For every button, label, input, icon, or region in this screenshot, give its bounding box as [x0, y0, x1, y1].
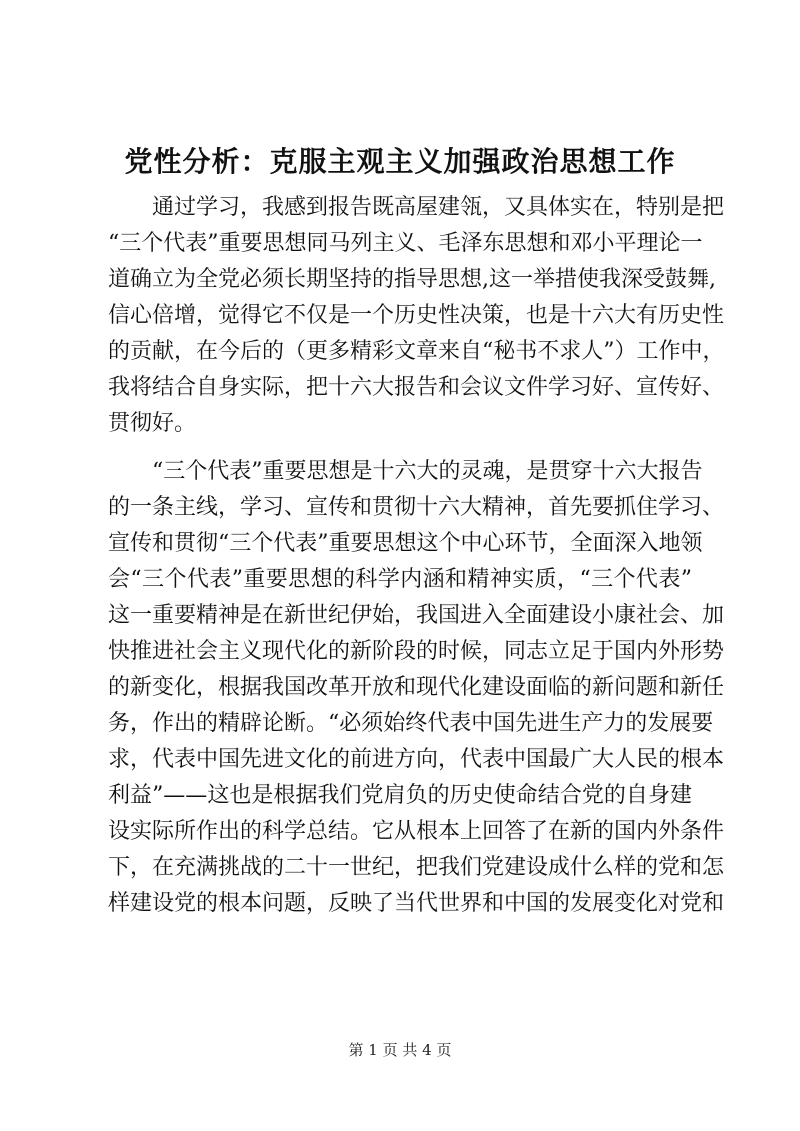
text-line: 通过学习，我感到报告既高屋建瓴，又具体实在，特别是把: [152, 195, 725, 220]
text-line: 我将结合自身实际，把十六大报告和会议文件学习好、宣传好、: [108, 375, 725, 400]
text-line: 利益”——这也是根据我们党肩负的历史使命结合党的自身建: [108, 783, 692, 808]
text-line: 宣传和贯彻“三个代表”重要思想这个中心环节，全面深入地领: [108, 531, 703, 556]
text-line: 信心倍增，觉得它不仅是一个历史性决策，也是十六大有历史性: [108, 303, 725, 328]
text-line: 道确立为全党必须长期坚持的指导思想,这一举措使我深受鼓舞,: [108, 267, 716, 292]
text-line: 贯彻好。: [108, 411, 197, 436]
text-line: 样建设党的根本问题，反映了当代世界和中国的发展变化对党和: [108, 891, 725, 916]
text-line: 务，作出的精辟论断。“必须始终代表中国先进生产力的发展要: [108, 711, 714, 736]
text-line: 这一重要精神是在新世纪伊始，我国进入全面建设小康社会、加: [108, 603, 725, 628]
text-line: 的贡献，在今后的（更多精彩文章来自“秘书不求人”）工作中，: [108, 339, 725, 364]
text-line: 下，在充满挑战的二十一世纪，把我们党建设成什么样的党和怎: [108, 855, 725, 880]
document-title: 党性分析：克服主观主义加强政治思想工作: [124, 145, 676, 178]
text-line: 求，代表中国先进文化的前进方向，代表中国最广大人民的根本: [108, 747, 725, 772]
text-line: 会“三个代表”重要思想的科学内涵和精神实质，“三个代表”: [108, 567, 692, 592]
text-line: 的一条主线，学习、宣传和贯彻十六大精神，首先要抓住学习、: [108, 495, 725, 520]
text-line: 快推进社会主义现代化的新阶段的时候，同志立足于国内外形势: [108, 639, 725, 664]
text-line: 设实际所作出的科学总结。它从根本上回答了在新的国内外条件: [108, 819, 725, 844]
text-line: 的新变化，根据我国改革开放和现代化建设面临的新问题和新任: [108, 675, 725, 700]
page-footer: 第 1 页 共 4 页: [348, 1041, 452, 1059]
text-line: “三个代表”重要思想是十六大的灵魂，是贯穿十六大报告: [152, 459, 703, 484]
text-line: “三个代表”重要思想同马列主义、毛泽东思想和邓小平理论一: [108, 231, 703, 256]
